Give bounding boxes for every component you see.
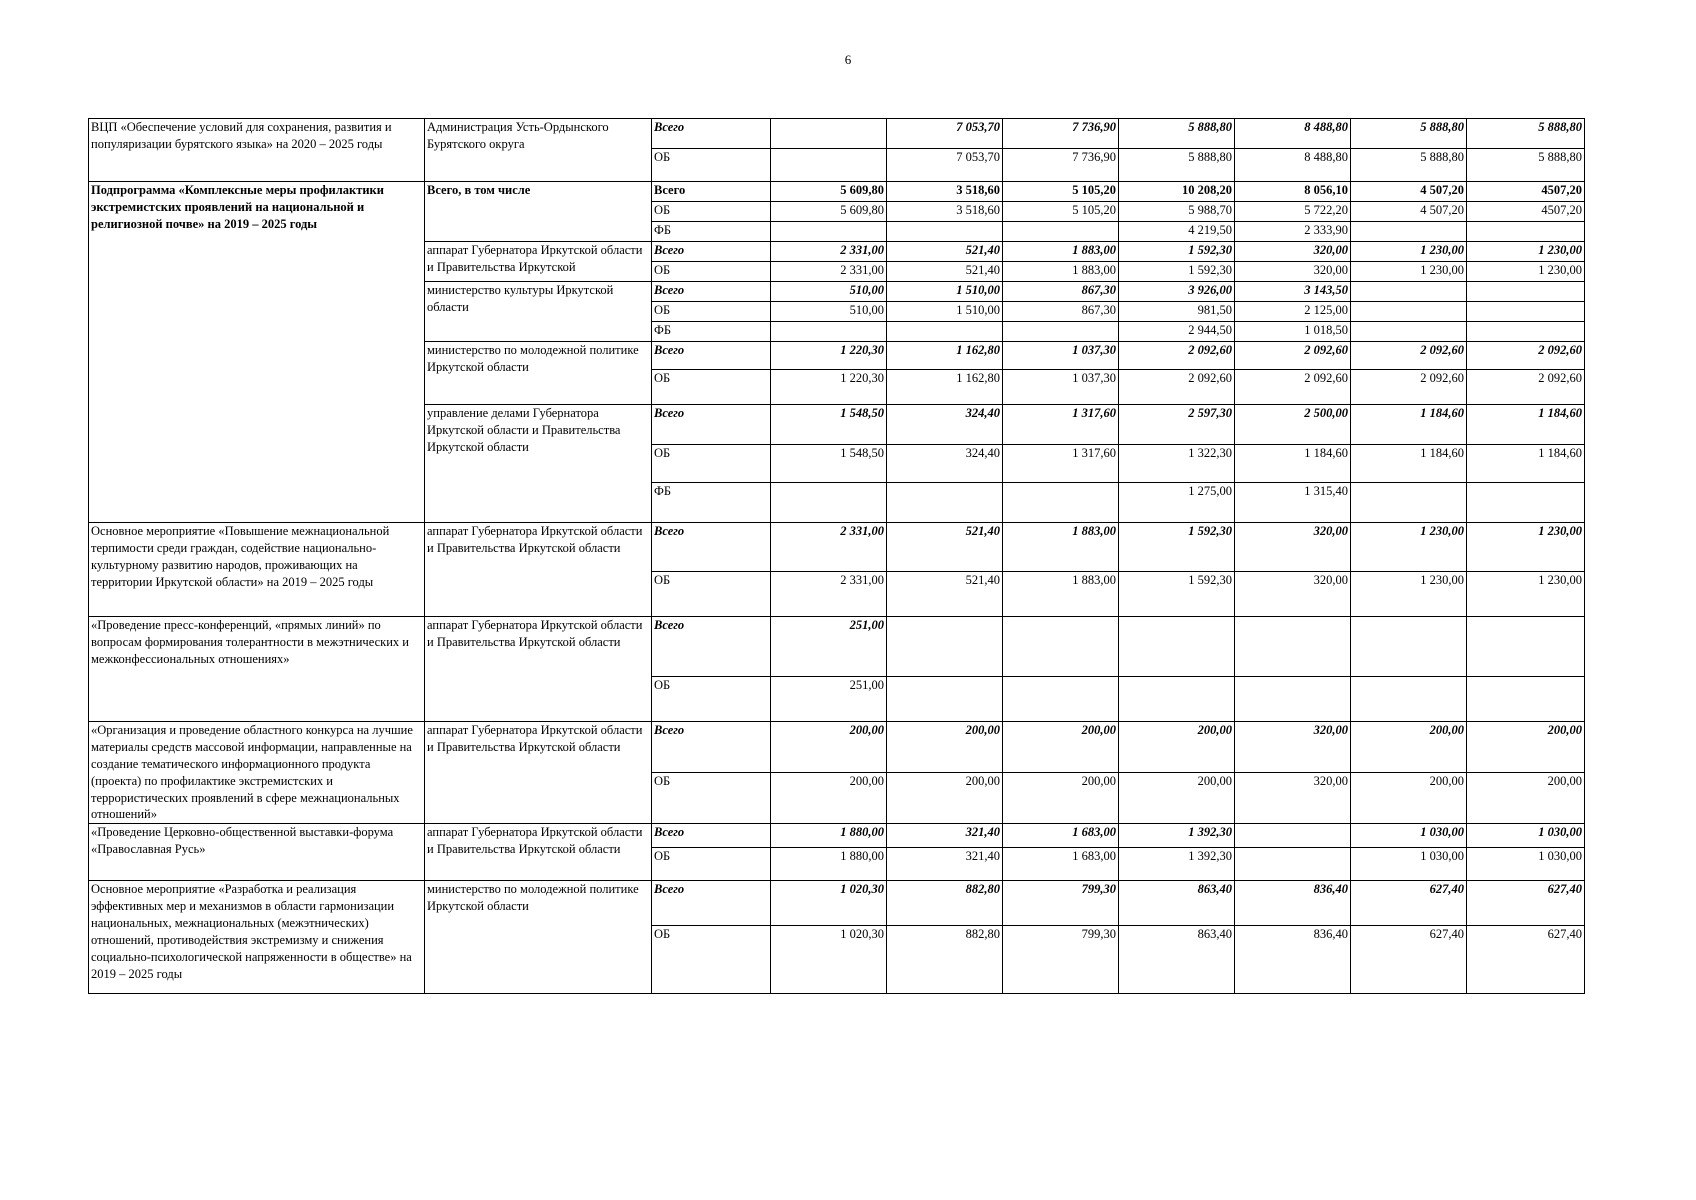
value-cell: 1 037,30 [1003, 342, 1119, 370]
value-cell: 1 592,30 [1119, 242, 1235, 262]
value-cell: 320,00 [1235, 722, 1351, 773]
value-cell: 5 888,80 [1351, 119, 1467, 149]
value-cell: 5 888,80 [1467, 119, 1585, 149]
value-cell: 200,00 [1467, 722, 1585, 773]
value-cell: 1 317,60 [1003, 445, 1119, 483]
value-cell [1467, 483, 1585, 523]
value-cell [1351, 282, 1467, 302]
value-cell: 2 092,60 [1235, 370, 1351, 405]
value-cell: 867,30 [1003, 282, 1119, 302]
value-cell: 1 230,00 [1351, 262, 1467, 282]
value-cell: 1 880,00 [771, 848, 887, 881]
value-cell: 2 944,50 [1119, 322, 1235, 342]
funding-type: Всего [652, 405, 771, 445]
value-cell: 324,40 [887, 405, 1003, 445]
value-cell: 200,00 [771, 722, 887, 773]
value-cell: 2 092,60 [1119, 342, 1235, 370]
value-cell: 1 883,00 [1003, 242, 1119, 262]
value-cell: 521,40 [887, 242, 1003, 262]
funding-type: ОБ [652, 262, 771, 282]
value-cell: 200,00 [1119, 722, 1235, 773]
value-cell: 521,40 [887, 262, 1003, 282]
value-cell: 5 609,80 [771, 202, 887, 222]
value-cell [771, 119, 887, 149]
value-cell: 981,50 [1119, 302, 1235, 322]
table-row [89, 722, 1585, 773]
budget-table [88, 118, 1585, 994]
value-cell: 1 162,80 [887, 370, 1003, 405]
value-cell: 5 888,80 [1119, 149, 1235, 182]
value-cell: 2 092,60 [1467, 342, 1585, 370]
value-cell: 2 092,60 [1351, 370, 1467, 405]
value-cell [1467, 302, 1585, 322]
value-cell: 1 220,30 [771, 342, 887, 370]
executor-name: аппарат Губернатора Иркутской области и Правительства Иркутской [425, 242, 652, 282]
value-cell: 1 883,00 [1003, 572, 1119, 617]
table-row [89, 881, 1585, 926]
value-cell: 1 592,30 [1119, 572, 1235, 617]
value-cell: 5 722,20 [1235, 202, 1351, 222]
funding-type: Всего [652, 182, 771, 202]
value-cell: 1 184,60 [1351, 405, 1467, 445]
value-cell: 2 331,00 [771, 242, 887, 262]
value-cell: 1 184,60 [1467, 405, 1585, 445]
value-cell: 320,00 [1235, 773, 1351, 824]
executor-name: управление делами Губернатора Иркутской области и Правительства Иркутской области [425, 405, 652, 523]
value-cell: 1 230,00 [1351, 523, 1467, 572]
value-cell: 1 220,30 [771, 370, 887, 405]
executor-name: Администрация Усть-Ордынского Бурятского округа [425, 119, 652, 182]
value-cell: 3 518,60 [887, 202, 1003, 222]
program-name: «Проведение пресс-конференций, «прямых линий» по вопросам формирования толерантности в межэтнических и межконфессиональных отношениях» [89, 617, 425, 722]
value-cell [887, 617, 1003, 677]
value-cell: 627,40 [1351, 881, 1467, 926]
value-cell: 7 053,70 [887, 149, 1003, 182]
value-cell: 4 507,20 [1351, 202, 1467, 222]
value-cell: 1 230,00 [1467, 523, 1585, 572]
value-cell: 863,40 [1119, 926, 1235, 994]
executor-name: аппарат Губернатора Иркутской области и Правительства Иркутской области [425, 824, 652, 881]
value-cell: 1 322,30 [1119, 445, 1235, 483]
value-cell: 321,40 [887, 824, 1003, 848]
value-cell: 521,40 [887, 523, 1003, 572]
value-cell: 3 926,00 [1119, 282, 1235, 302]
value-cell [1467, 617, 1585, 677]
funding-type: Всего [652, 523, 771, 572]
value-cell: 2 597,30 [1119, 405, 1235, 445]
value-cell: 7 736,90 [1003, 119, 1119, 149]
value-cell: 200,00 [887, 773, 1003, 824]
executor-name: министерство по молодежной политике Иркутской области [425, 342, 652, 405]
value-cell: 510,00 [771, 282, 887, 302]
funding-type: ОБ [652, 848, 771, 881]
value-cell: 324,40 [887, 445, 1003, 483]
value-cell: 1 230,00 [1467, 572, 1585, 617]
value-cell: 1 880,00 [771, 824, 887, 848]
value-cell: 1 162,80 [887, 342, 1003, 370]
value-cell: 8 488,80 [1235, 149, 1351, 182]
value-cell [1351, 302, 1467, 322]
value-cell: 2 092,60 [1467, 370, 1585, 405]
executor-name: министерство культуры Иркутской области [425, 282, 652, 342]
value-cell [1351, 222, 1467, 242]
value-cell: 8 488,80 [1235, 119, 1351, 149]
value-cell [1003, 617, 1119, 677]
value-cell: 200,00 [1351, 722, 1467, 773]
value-cell: 200,00 [1351, 773, 1467, 824]
funding-type: Всего [652, 824, 771, 848]
value-cell: 1 230,00 [1351, 572, 1467, 617]
value-cell: 321,40 [887, 848, 1003, 881]
value-cell: 1 230,00 [1467, 242, 1585, 262]
table-row [89, 824, 1585, 848]
funding-type: Всего [652, 342, 771, 370]
value-cell: 7 053,70 [887, 119, 1003, 149]
value-cell: 1 510,00 [887, 302, 1003, 322]
program-name: «Организация и проведение областного конкурса на лучшие материалы средств массовой информации, направленные на создание тематического информационного продукта (проекта) по профилактике экстремистских и террористических проявлений в сфере межнациональных отношений» [89, 722, 425, 824]
value-cell [1467, 282, 1585, 302]
value-cell: 1 230,00 [1351, 242, 1467, 262]
value-cell: 510,00 [771, 302, 887, 322]
value-cell: 627,40 [1467, 881, 1585, 926]
value-cell [1235, 677, 1351, 722]
value-cell: 799,30 [1003, 881, 1119, 926]
value-cell [1235, 824, 1351, 848]
program-name: «Проведение Церковно-общественной выставки-форума «Православная Русь» [89, 824, 425, 881]
value-cell [1467, 222, 1585, 242]
executor-name: аппарат Губернатора Иркутской области и Правительства Иркутской области [425, 617, 652, 722]
program-name: Подпрограмма «Комплексные меры профилактики экстремистских проявлений на национальной и религиозной почве» на 2019 – 2025 годы [89, 182, 425, 523]
value-cell: 4507,20 [1467, 202, 1585, 222]
value-cell: 627,40 [1467, 926, 1585, 994]
value-cell: 5 888,80 [1467, 149, 1585, 182]
program-name: Основное мероприятие «Повышение межнациональной терпимости среди граждан, содействие национально-культурному развитию народов, проживающих на территории Иркутской области» на 2019 – 2025 годы [89, 523, 425, 617]
value-cell [771, 149, 887, 182]
value-cell [1467, 677, 1585, 722]
value-cell [1235, 617, 1351, 677]
value-cell: 5 609,80 [771, 182, 887, 202]
table-row [89, 617, 1585, 677]
value-cell: 200,00 [1003, 722, 1119, 773]
value-cell [1003, 222, 1119, 242]
value-cell [771, 322, 887, 342]
value-cell: 1 548,50 [771, 445, 887, 483]
value-cell: 2 125,00 [1235, 302, 1351, 322]
value-cell: 3 518,60 [887, 182, 1003, 202]
funding-type: ФБ [652, 322, 771, 342]
value-cell: 5 105,20 [1003, 182, 1119, 202]
value-cell [887, 483, 1003, 523]
funding-type: ОБ [652, 572, 771, 617]
value-cell: 4507,20 [1467, 182, 1585, 202]
value-cell: 200,00 [1119, 773, 1235, 824]
value-cell [887, 322, 1003, 342]
value-cell: 1 683,00 [1003, 848, 1119, 881]
funding-type: ФБ [652, 222, 771, 242]
value-cell [887, 222, 1003, 242]
funding-type: Всего [652, 119, 771, 149]
value-cell: 1 184,60 [1351, 445, 1467, 483]
value-cell: 1 883,00 [1003, 523, 1119, 572]
value-cell: 5 105,20 [1003, 202, 1119, 222]
value-cell: 1 184,60 [1235, 445, 1351, 483]
value-cell: 836,40 [1235, 926, 1351, 994]
value-cell: 1 230,00 [1467, 262, 1585, 282]
value-cell: 2 500,00 [1235, 405, 1351, 445]
value-cell [1119, 677, 1235, 722]
funding-type: ФБ [652, 483, 771, 523]
value-cell: 5 888,80 [1119, 119, 1235, 149]
value-cell: 1 315,40 [1235, 483, 1351, 523]
funding-type: ОБ [652, 149, 771, 182]
executor-name: Всего, в том числе [425, 182, 652, 242]
value-cell [1003, 322, 1119, 342]
table-body [89, 119, 1585, 994]
funding-type: Всего [652, 722, 771, 773]
value-cell: 8 056,10 [1235, 182, 1351, 202]
table-row [89, 523, 1585, 572]
executor-name: министерство по молодежной политике Иркутской области [425, 881, 652, 994]
value-cell: 320,00 [1235, 523, 1351, 572]
value-cell: 251,00 [771, 617, 887, 677]
value-cell: 1 592,30 [1119, 262, 1235, 282]
program-name: ВЦП «Обеспечение условий для сохранения, развития и популяризации бурятского языка» на 2020 – 2025 годы [89, 119, 425, 182]
value-cell: 1 018,50 [1235, 322, 1351, 342]
funding-type: Всего [652, 881, 771, 926]
value-cell: 200,00 [1467, 773, 1585, 824]
value-cell: 863,40 [1119, 881, 1235, 926]
table-row [89, 119, 1585, 149]
value-cell: 320,00 [1235, 242, 1351, 262]
value-cell: 1 510,00 [887, 282, 1003, 302]
program-name: Основное мероприятие «Разработка и реализация эффективных мер и механизмов в области гармонизации национальных, межнациональных (межэтнических) отношений, противодействия экстремизму и снижения социально-психологической напряженности в обществе» на 2019 – 2025 годы [89, 881, 425, 994]
value-cell: 251,00 [771, 677, 887, 722]
value-cell: 2 092,60 [1235, 342, 1351, 370]
value-cell: 200,00 [887, 722, 1003, 773]
executor-name: аппарат Губернатора Иркутской области и Правительства Иркутской области [425, 523, 652, 617]
value-cell: 1 030,00 [1467, 848, 1585, 881]
funding-type: ОБ [652, 202, 771, 222]
value-cell: 521,40 [887, 572, 1003, 617]
value-cell: 200,00 [1003, 773, 1119, 824]
funding-type: Всего [652, 242, 771, 262]
value-cell [1351, 322, 1467, 342]
funding-type: ОБ [652, 302, 771, 322]
value-cell: 1 548,50 [771, 405, 887, 445]
value-cell [1003, 677, 1119, 722]
value-cell: 1 020,30 [771, 926, 887, 994]
value-cell: 2 333,90 [1235, 222, 1351, 242]
value-cell: 1 184,60 [1467, 445, 1585, 483]
value-cell: 1 392,30 [1119, 848, 1235, 881]
value-cell: 3 143,50 [1235, 282, 1351, 302]
value-cell: 836,40 [1235, 881, 1351, 926]
table-row [89, 182, 1585, 202]
value-cell: 1 317,60 [1003, 405, 1119, 445]
value-cell [1003, 483, 1119, 523]
value-cell: 320,00 [1235, 262, 1351, 282]
value-cell: 867,30 [1003, 302, 1119, 322]
value-cell: 1 883,00 [1003, 262, 1119, 282]
value-cell: 2 331,00 [771, 572, 887, 617]
value-cell: 882,80 [887, 926, 1003, 994]
value-cell: 4 219,50 [1119, 222, 1235, 242]
value-cell: 7 736,90 [1003, 149, 1119, 182]
value-cell [1467, 322, 1585, 342]
value-cell: 1 030,00 [1467, 824, 1585, 848]
value-cell: 1 020,30 [771, 881, 887, 926]
funding-type: ОБ [652, 370, 771, 405]
value-cell: 2 092,60 [1119, 370, 1235, 405]
value-cell [1351, 677, 1467, 722]
funding-type: ОБ [652, 773, 771, 824]
value-cell: 2 331,00 [771, 262, 887, 282]
value-cell [771, 483, 887, 523]
value-cell: 320,00 [1235, 572, 1351, 617]
value-cell: 1 683,00 [1003, 824, 1119, 848]
value-cell [1351, 483, 1467, 523]
value-cell [1119, 617, 1235, 677]
value-cell: 2 331,00 [771, 523, 887, 572]
value-cell [771, 222, 887, 242]
funding-type: ОБ [652, 445, 771, 483]
value-cell: 5 888,80 [1351, 149, 1467, 182]
value-cell: 1 592,30 [1119, 523, 1235, 572]
funding-type: Всего [652, 617, 771, 677]
value-cell: 799,30 [1003, 926, 1119, 994]
funding-type: ОБ [652, 677, 771, 722]
value-cell [1351, 617, 1467, 677]
executor-name: аппарат Губернатора Иркутской области и Правительства Иркутской области [425, 722, 652, 824]
value-cell: 1 030,00 [1351, 824, 1467, 848]
value-cell: 627,40 [1351, 926, 1467, 994]
value-cell: 4 507,20 [1351, 182, 1467, 202]
value-cell: 1 392,30 [1119, 824, 1235, 848]
value-cell: 5 988,70 [1119, 202, 1235, 222]
page-number: 6 [844, 52, 852, 67]
value-cell [887, 677, 1003, 722]
value-cell: 1 275,00 [1119, 483, 1235, 523]
value-cell: 882,80 [887, 881, 1003, 926]
funding-type: Всего [652, 282, 771, 302]
value-cell [1235, 848, 1351, 881]
value-cell: 2 092,60 [1351, 342, 1467, 370]
funding-type: ОБ [652, 926, 771, 994]
value-cell: 1 037,30 [1003, 370, 1119, 405]
value-cell: 10 208,20 [1119, 182, 1235, 202]
value-cell: 200,00 [771, 773, 887, 824]
value-cell: 1 030,00 [1351, 848, 1467, 881]
